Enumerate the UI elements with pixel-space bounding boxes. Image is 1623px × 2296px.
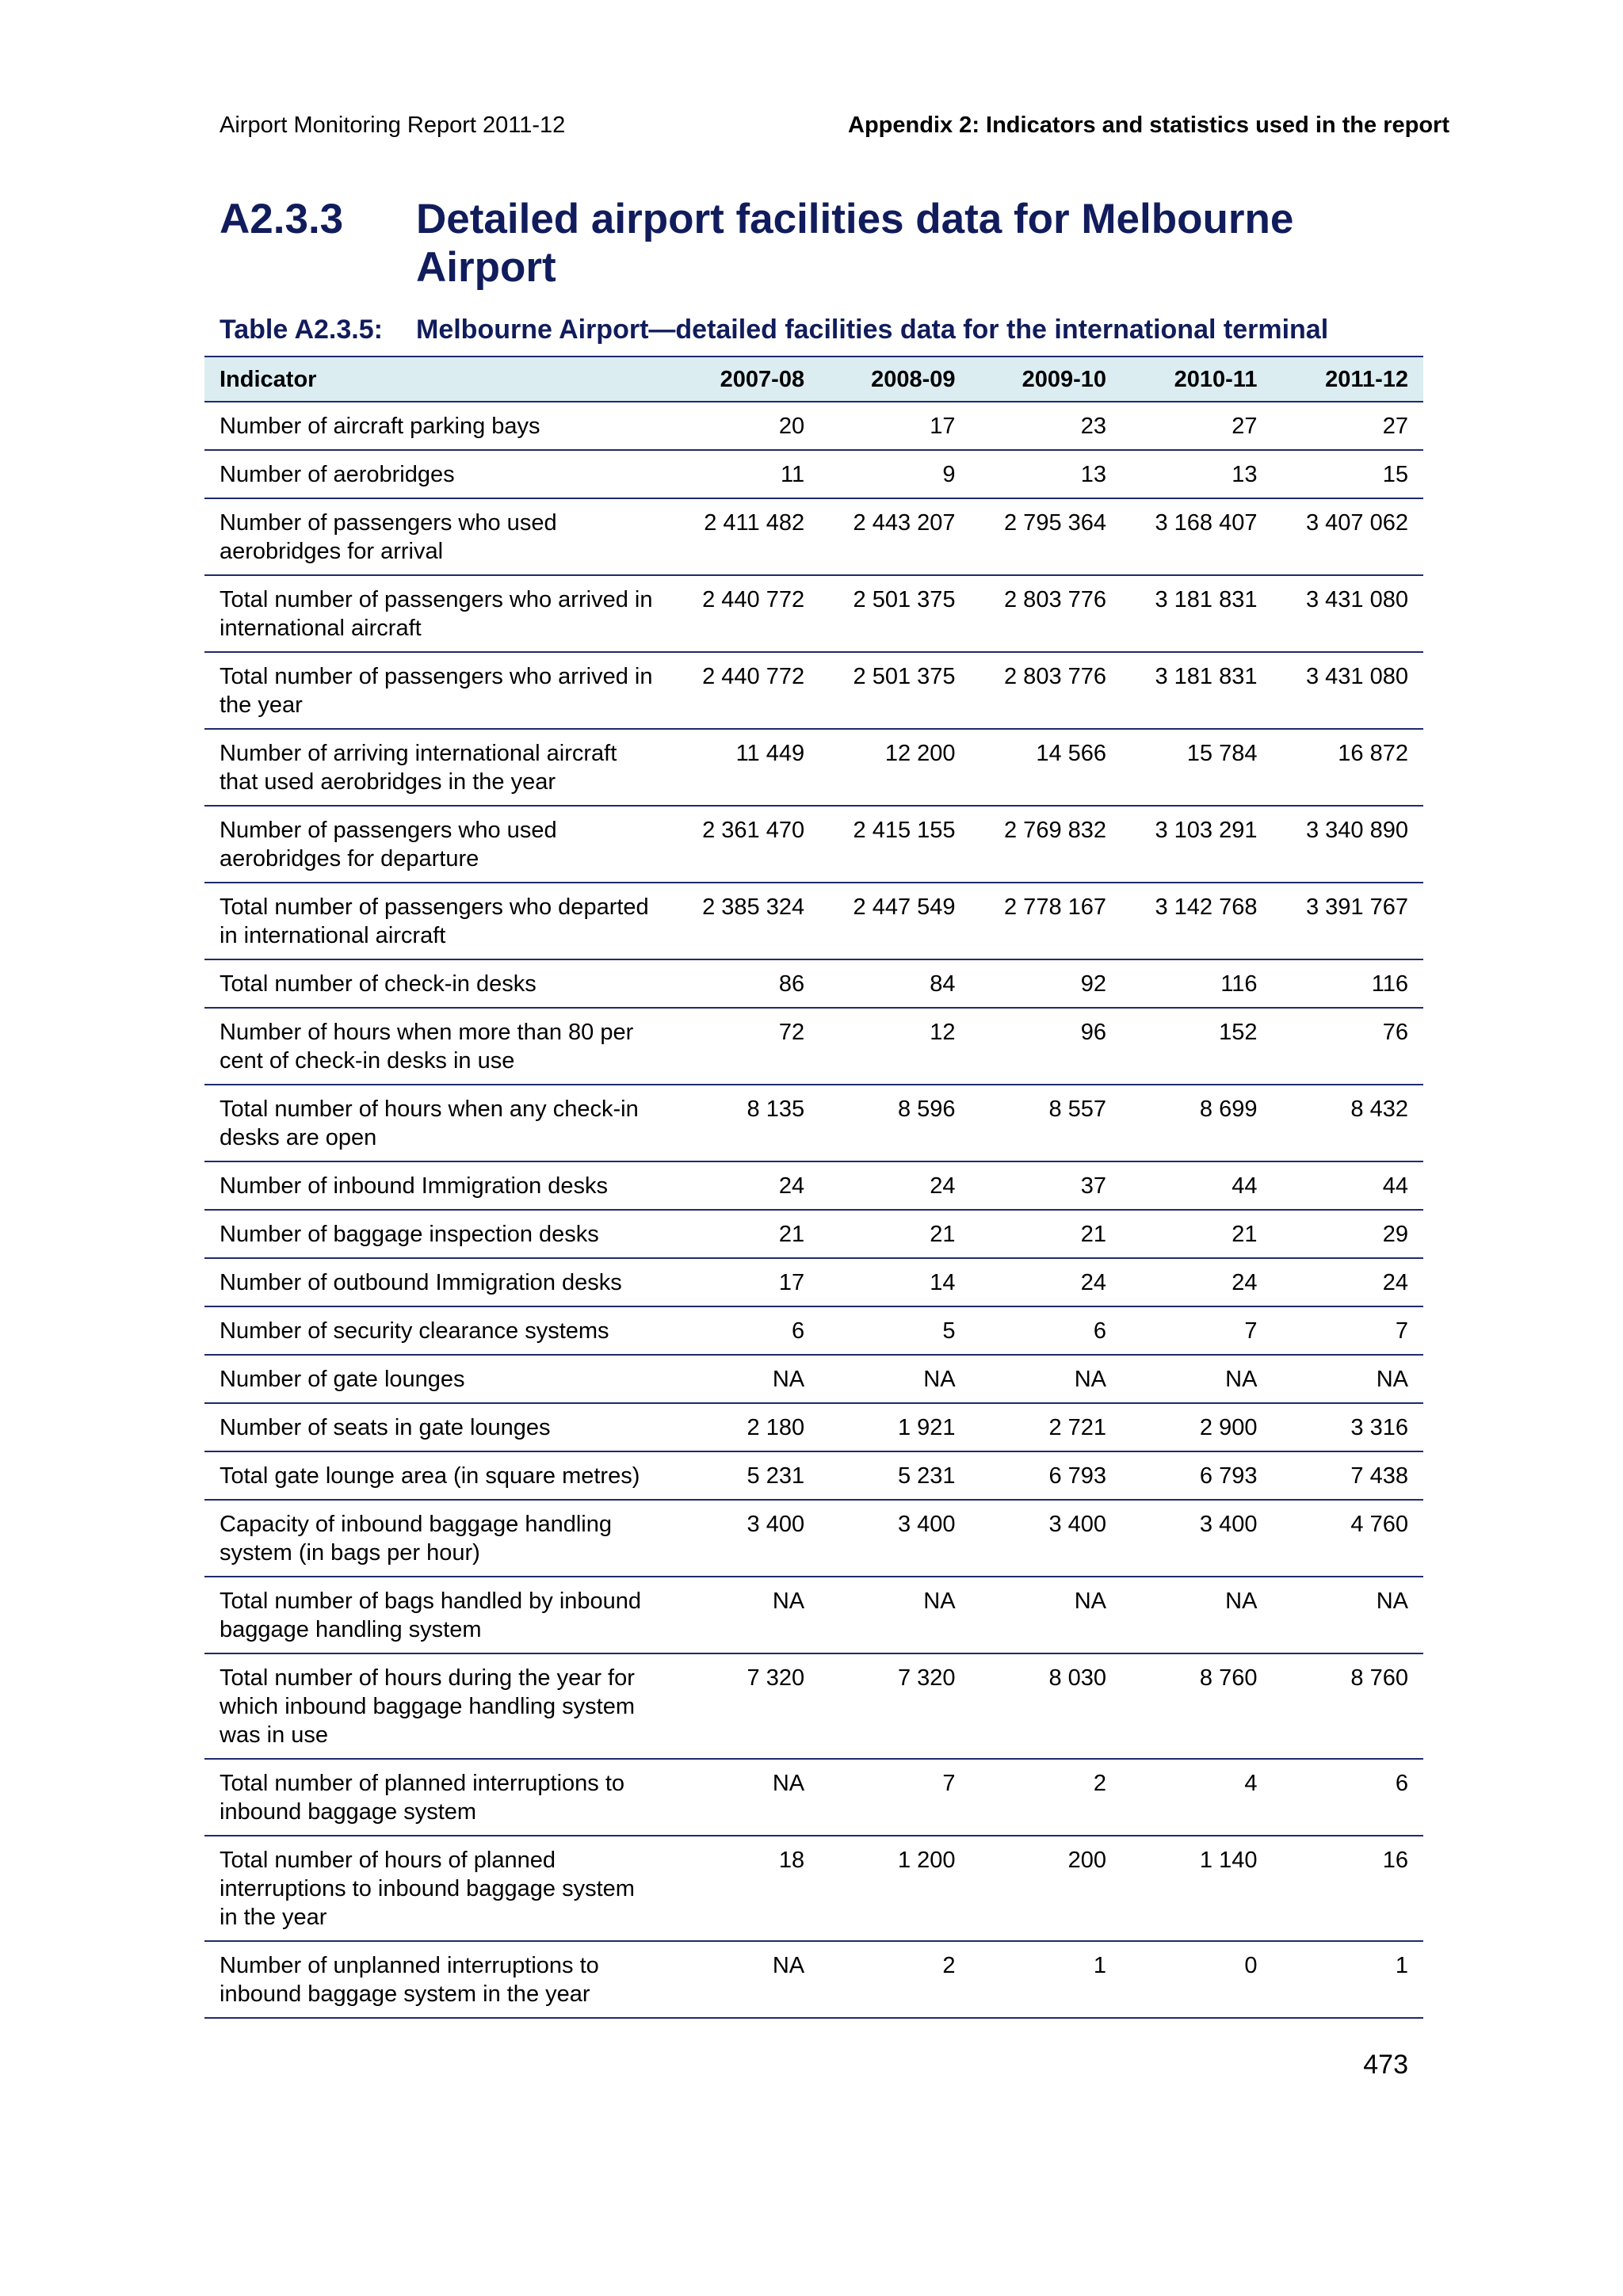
table-row xyxy=(204,498,1423,575)
indicator-cell: Total number of bags handled by inbound baggage handling system xyxy=(204,1577,669,1653)
value-cell: 86 xyxy=(669,959,819,1008)
value-cell: 8 699 xyxy=(1121,1085,1272,1161)
indicator-cell: Number of hours when more than 80 per cent of check-in desks in use xyxy=(204,1008,669,1085)
section-number: A2.3.3 xyxy=(220,196,344,242)
value-cell: 3 431 080 xyxy=(1272,652,1423,729)
value-cell: 2 440 772 xyxy=(669,575,819,652)
value-cell: 6 xyxy=(669,1306,819,1355)
indicator-cell: Total number of passengers who arrived in the year xyxy=(204,652,669,729)
value-cell: 7 xyxy=(1272,1306,1423,1355)
value-cell: NA xyxy=(819,1577,970,1653)
indicator-cell: Number of baggage inspection desks xyxy=(204,1210,669,1258)
value-cell: 21 xyxy=(1121,1210,1272,1258)
value-cell: 5 231 xyxy=(669,1451,819,1500)
value-cell: 92 xyxy=(971,959,1121,1008)
indicator-cell: Total number of passengers who departed in international aircraft xyxy=(204,883,669,959)
table-row xyxy=(204,1008,1423,1085)
table-row xyxy=(204,1403,1423,1451)
value-cell: 72 xyxy=(669,1008,819,1085)
indicator-cell: Total number of hours of planned interruptions to inbound baggage system in the year xyxy=(204,1836,669,1941)
section-heading xyxy=(220,195,1408,292)
value-cell: 21 xyxy=(819,1210,970,1258)
value-cell: 11 xyxy=(669,450,819,498)
value-cell: NA xyxy=(971,1577,1121,1653)
facilities-table xyxy=(204,356,1423,2019)
appendix-title: Appendix 2: Indicators and statistics used in the report xyxy=(848,113,1449,138)
indicator-cell: Number of unplanned interruptions to inbound baggage system in the year xyxy=(204,1941,669,2018)
value-cell: 2 900 xyxy=(1121,1403,1272,1451)
value-cell: 2 769 832 xyxy=(971,806,1121,883)
value-cell: NA xyxy=(669,1759,819,1836)
column-header: 2010-11 xyxy=(1121,357,1272,402)
value-cell: 23 xyxy=(971,402,1121,450)
value-cell: 1 200 xyxy=(819,1836,970,1941)
table-row xyxy=(204,1085,1423,1161)
value-cell: 21 xyxy=(971,1210,1121,1258)
value-cell: 5 231 xyxy=(819,1451,970,1500)
value-cell: 6 xyxy=(1272,1759,1423,1836)
value-cell: 24 xyxy=(1121,1258,1272,1306)
indicator-cell: Capacity of inbound baggage handling system (in bags per hour) xyxy=(204,1500,669,1577)
value-cell: 7 xyxy=(1121,1306,1272,1355)
value-cell: NA xyxy=(971,1355,1121,1403)
table-row xyxy=(204,883,1423,959)
value-cell: 7 xyxy=(819,1759,970,1836)
value-cell: 44 xyxy=(1272,1161,1423,1210)
value-cell: 3 181 831 xyxy=(1121,652,1272,729)
table-row xyxy=(204,402,1423,450)
value-cell: 8 135 xyxy=(669,1085,819,1161)
value-cell: 13 xyxy=(971,450,1121,498)
value-cell: 3 316 xyxy=(1272,1403,1423,1451)
value-cell: 2 180 xyxy=(669,1403,819,1451)
indicator-cell: Number of aircraft parking bays xyxy=(204,402,669,450)
value-cell: 8 030 xyxy=(971,1653,1121,1759)
value-cell: 2 xyxy=(971,1759,1121,1836)
indicator-cell: Number of outbound Immigration desks xyxy=(204,1258,669,1306)
value-cell: 2 443 207 xyxy=(819,498,970,575)
value-cell: 2 501 375 xyxy=(819,575,970,652)
value-cell: 2 385 324 xyxy=(669,883,819,959)
value-cell: 6 793 xyxy=(1121,1451,1272,1500)
value-cell: 15 784 xyxy=(1121,729,1272,806)
column-header: 2007-08 xyxy=(669,357,819,402)
table-body xyxy=(204,402,1423,2018)
value-cell: 1 921 xyxy=(819,1403,970,1451)
value-cell: 2 721 xyxy=(971,1403,1121,1451)
value-cell: 7 320 xyxy=(819,1653,970,1759)
value-cell: 2 501 375 xyxy=(819,652,970,729)
table-row xyxy=(204,1941,1423,2018)
table-header-row xyxy=(204,357,1423,402)
value-cell: 200 xyxy=(971,1836,1121,1941)
value-cell: NA xyxy=(669,1941,819,2018)
value-cell: 2 361 470 xyxy=(669,806,819,883)
value-cell: 11 449 xyxy=(669,729,819,806)
value-cell: 2 xyxy=(819,1941,970,2018)
table-title: Melbourne Airport—detailed facilities data for the international terminal xyxy=(416,315,1329,345)
value-cell: 16 xyxy=(1272,1836,1423,1941)
value-cell: 18 xyxy=(669,1836,819,1941)
table-row xyxy=(204,575,1423,652)
table-row xyxy=(204,1161,1423,1210)
value-cell: NA xyxy=(1272,1355,1423,1403)
value-cell: 84 xyxy=(819,959,970,1008)
value-cell: 8 760 xyxy=(1272,1653,1423,1759)
value-cell: 96 xyxy=(971,1008,1121,1085)
value-cell: 3 391 767 xyxy=(1272,883,1423,959)
value-cell: 1 xyxy=(1272,1941,1423,2018)
value-cell: NA xyxy=(669,1355,819,1403)
value-cell: NA xyxy=(1272,1577,1423,1653)
value-cell: 4 xyxy=(1121,1759,1272,1836)
indicator-cell: Number of seats in gate lounges xyxy=(204,1403,669,1451)
table-row xyxy=(204,652,1423,729)
table-number: Table A2.3.5: xyxy=(220,315,383,345)
value-cell: 8 760 xyxy=(1121,1653,1272,1759)
indicator-cell: Number of gate lounges xyxy=(204,1355,669,1403)
value-cell: 13 xyxy=(1121,450,1272,498)
value-cell: 8 596 xyxy=(819,1085,970,1161)
section-title: Detailed airport facilities data for Melbourne Airport xyxy=(416,196,1294,291)
value-cell: 6 793 xyxy=(971,1451,1121,1500)
indicator-cell: Total gate lounge area (in square metres) xyxy=(204,1451,669,1500)
value-cell: 17 xyxy=(669,1258,819,1306)
value-cell: 14 566 xyxy=(971,729,1121,806)
value-cell: 3 103 291 xyxy=(1121,806,1272,883)
value-cell: 3 400 xyxy=(971,1500,1121,1577)
value-cell: 3 431 080 xyxy=(1272,575,1423,652)
value-cell: 3 340 890 xyxy=(1272,806,1423,883)
value-cell: 2 795 364 xyxy=(971,498,1121,575)
table-caption xyxy=(220,313,1448,346)
value-cell: NA xyxy=(669,1577,819,1653)
value-cell: 2 803 776 xyxy=(971,575,1121,652)
value-cell: 27 xyxy=(1272,402,1423,450)
value-cell: 2 778 167 xyxy=(971,883,1121,959)
value-cell: 2 447 549 xyxy=(819,883,970,959)
table-row xyxy=(204,1451,1423,1500)
value-cell: 3 400 xyxy=(1121,1500,1272,1577)
indicator-cell: Total number of hours when any check-in desks are open xyxy=(204,1085,669,1161)
value-cell: 37 xyxy=(971,1161,1121,1210)
report-title: Airport Monitoring Report 2011-12 xyxy=(220,113,566,138)
value-cell: 9 xyxy=(819,450,970,498)
value-cell: 15 xyxy=(1272,450,1423,498)
value-cell: 24 xyxy=(669,1161,819,1210)
table-row xyxy=(204,1258,1423,1306)
column-header: 2009-10 xyxy=(971,357,1121,402)
indicator-cell: Total number of hours during the year for which inbound baggage handling system was in use xyxy=(204,1653,669,1759)
indicator-cell: Number of security clearance systems xyxy=(204,1306,669,1355)
value-cell: 1 140 xyxy=(1121,1836,1272,1941)
value-cell: 24 xyxy=(1272,1258,1423,1306)
indicator-cell: Number of passengers who used aerobridges for arrival xyxy=(204,498,669,575)
indicator-cell: Number of passengers who used aerobridges for departure xyxy=(204,806,669,883)
value-cell: 12 200 xyxy=(819,729,970,806)
value-cell: NA xyxy=(1121,1577,1272,1653)
value-cell: NA xyxy=(1121,1355,1272,1403)
value-cell: 6 xyxy=(971,1306,1121,1355)
table-row xyxy=(204,1500,1423,1577)
value-cell: 17 xyxy=(819,402,970,450)
page-number: 473 xyxy=(1363,2050,1408,2080)
indicator-cell: Total number of passengers who arrived in international aircraft xyxy=(204,575,669,652)
value-cell: 3 142 768 xyxy=(1121,883,1272,959)
value-cell: 24 xyxy=(819,1161,970,1210)
table-row xyxy=(204,959,1423,1008)
indicator-cell: Total number of planned interruptions to inbound baggage system xyxy=(204,1759,669,1836)
value-cell: 29 xyxy=(1272,1210,1423,1258)
value-cell: 3 407 062 xyxy=(1272,498,1423,575)
table-row xyxy=(204,1577,1423,1653)
value-cell: 8 557 xyxy=(971,1085,1121,1161)
indicator-cell: Total number of check-in desks xyxy=(204,959,669,1008)
indicator-cell: Number of aerobridges xyxy=(204,450,669,498)
table-row xyxy=(204,1306,1423,1355)
table-row xyxy=(204,1836,1423,1941)
value-cell: NA xyxy=(819,1355,970,1403)
value-cell: 27 xyxy=(1121,402,1272,450)
value-cell: 44 xyxy=(1121,1161,1272,1210)
value-cell: 116 xyxy=(1272,959,1423,1008)
value-cell: 3 181 831 xyxy=(1121,575,1272,652)
value-cell: 116 xyxy=(1121,959,1272,1008)
table-row xyxy=(204,806,1423,883)
table-row xyxy=(204,1759,1423,1836)
value-cell: 5 xyxy=(819,1306,970,1355)
value-cell: 7 320 xyxy=(669,1653,819,1759)
value-cell: 16 872 xyxy=(1272,729,1423,806)
value-cell: 12 xyxy=(819,1008,970,1085)
value-cell: 2 415 155 xyxy=(819,806,970,883)
column-header: 2011-12 xyxy=(1272,357,1423,402)
table-row xyxy=(204,1355,1423,1403)
column-header: 2008-09 xyxy=(819,357,970,402)
value-cell: 4 760 xyxy=(1272,1500,1423,1577)
value-cell: 2 440 772 xyxy=(669,652,819,729)
value-cell: 1 xyxy=(971,1941,1121,2018)
value-cell: 76 xyxy=(1272,1008,1423,1085)
value-cell: 14 xyxy=(819,1258,970,1306)
indicator-cell: Number of arriving international aircraft that used aerobridges in the year xyxy=(204,729,669,806)
value-cell: 3 400 xyxy=(819,1500,970,1577)
value-cell: 7 438 xyxy=(1272,1451,1423,1500)
table-row xyxy=(204,1210,1423,1258)
table-row xyxy=(204,450,1423,498)
table-row xyxy=(204,729,1423,806)
value-cell: 24 xyxy=(971,1258,1121,1306)
value-cell: 3 400 xyxy=(669,1500,819,1577)
value-cell: 152 xyxy=(1121,1008,1272,1085)
value-cell: 8 432 xyxy=(1272,1085,1423,1161)
running-header xyxy=(220,113,1449,139)
column-header: Indicator xyxy=(204,357,669,402)
value-cell: 2 411 482 xyxy=(669,498,819,575)
value-cell: 20 xyxy=(669,402,819,450)
value-cell: 3 168 407 xyxy=(1121,498,1272,575)
indicator-cell: Number of inbound Immigration desks xyxy=(204,1161,669,1210)
table-row xyxy=(204,1653,1423,1759)
value-cell: 0 xyxy=(1121,1941,1272,2018)
value-cell: 2 803 776 xyxy=(971,652,1121,729)
value-cell: 21 xyxy=(669,1210,819,1258)
